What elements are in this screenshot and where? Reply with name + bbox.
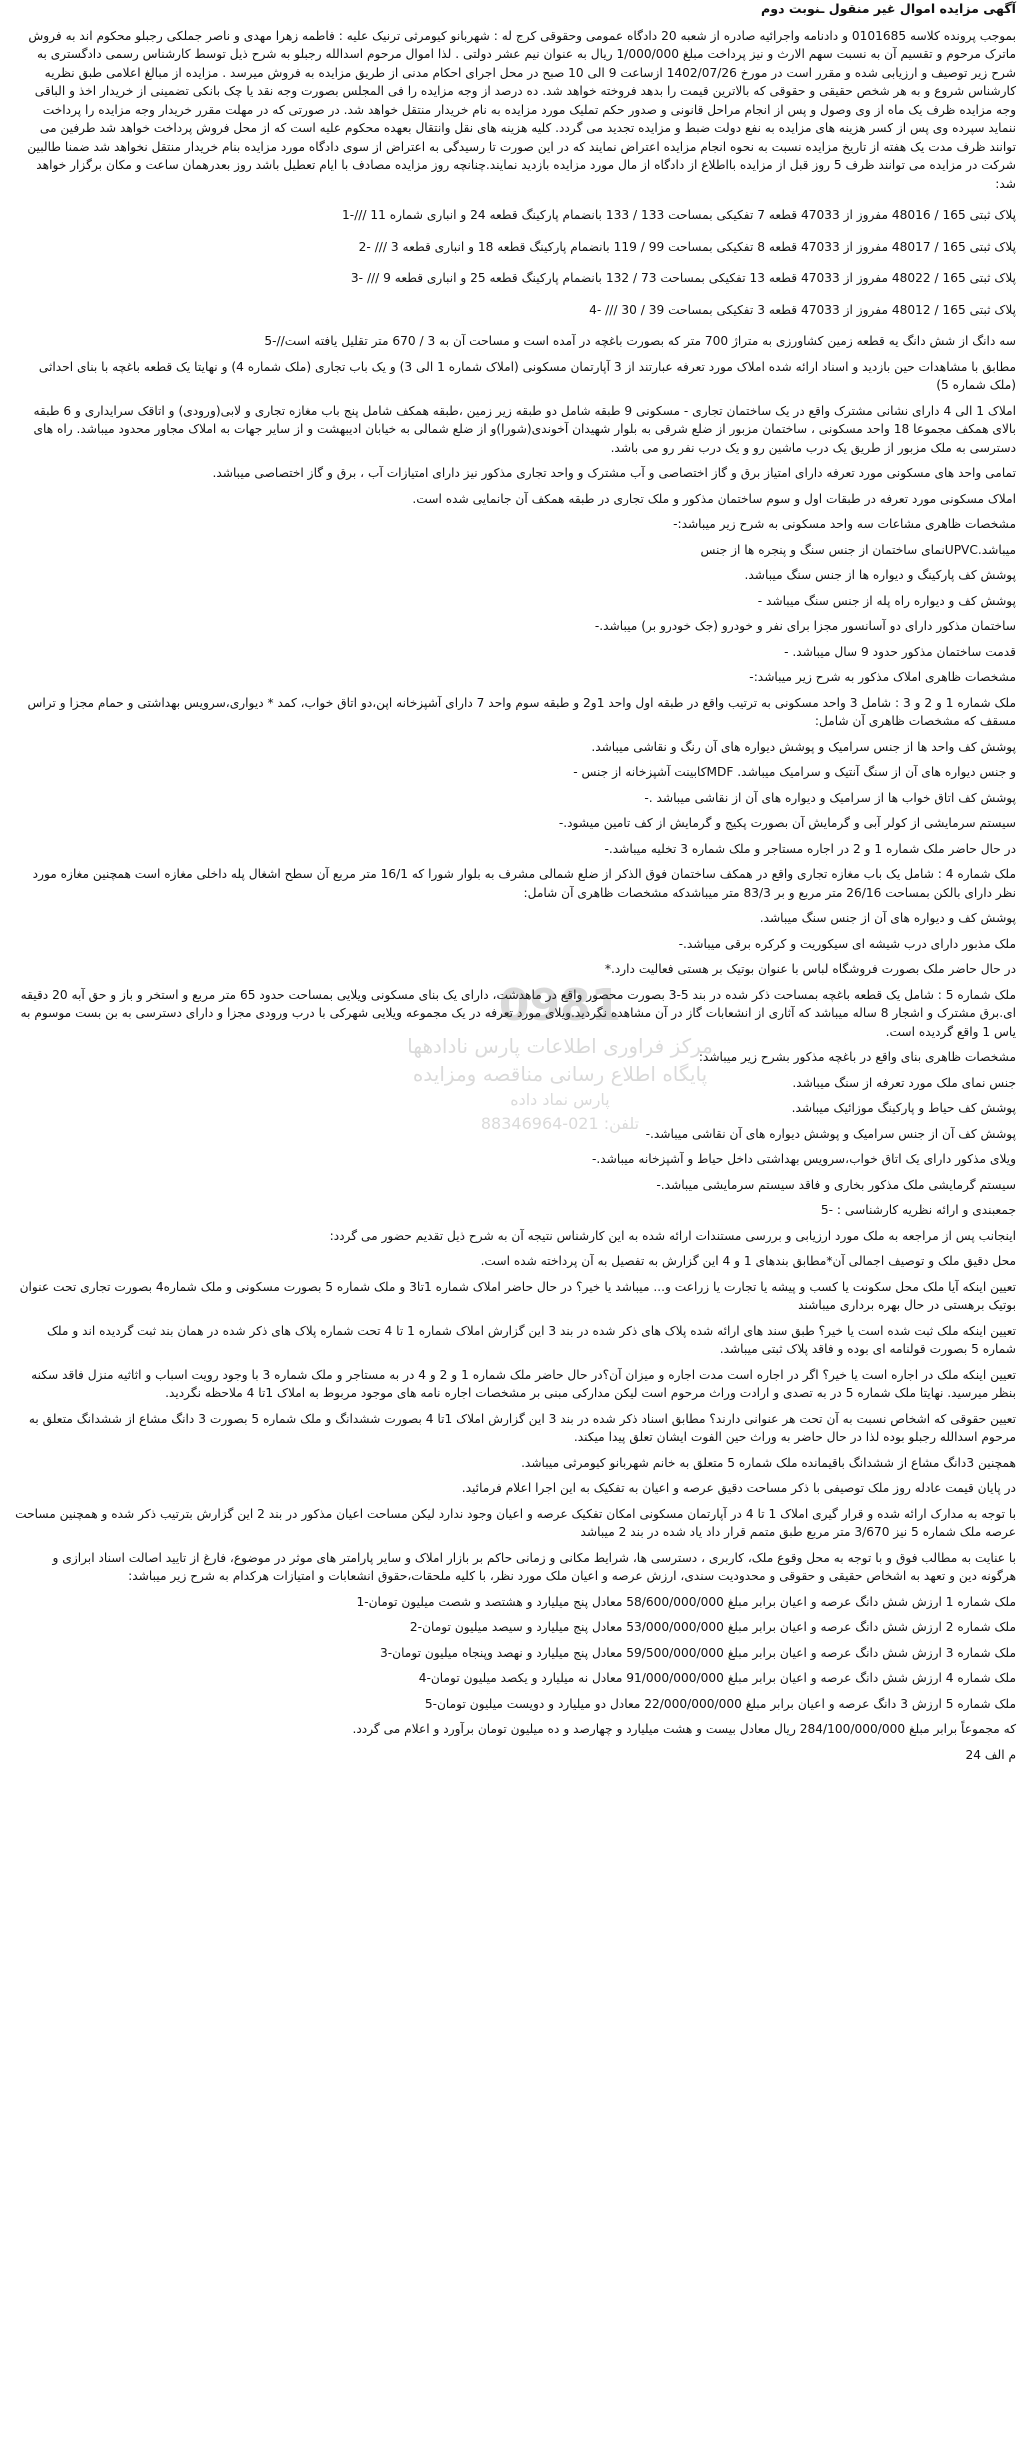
plaque-item: پلاک ثبتی 165 / 48022 مفروز از 47033 قطعه 13 تفکیکی بمساحت 73 / 132 بانضمام پارکینگ قطعه 25 و انباری قطعه 9 /// -3 bbox=[350, 271, 1016, 285]
opinion-intro: اینجانب پس از مراجعه به ملک مورد ارزیابی و بررسی مستندات ارائه شده به این کارشناس نتیجه آن به شرح ذیل تقدیم حضور می گردد: bbox=[329, 1228, 1016, 1243]
opinion-item: تعیین اینکه ملک ثبت شده است یا خیر؟ طبق سند های ارائه شده پلاک های ذکر شده در بند 3 این گزارش املاک شماره 1 تا 4 تحت شماره پلاک های ذکر شده در همان بند ثبت گردیده اند و ملک شماره 5 بصورت قولنامه ای بوده و فاقد پلاک ثبتی میباشد. bbox=[46, 1323, 1016, 1356]
garden-spec-item: سیستم گرمایشی ملک مذکور بخاری و فاقد سیستم سرمایشی میباشد.- bbox=[656, 1177, 1016, 1192]
plaque-item: پلاک ثبتی 165 / 48016 مفروز از 47033 قطعه 7 تفکیکی بمساحت 133 / 133 بانضمام پارکینگ قطعه 24 و انباری شماره 11 ///-1 bbox=[342, 208, 1016, 222]
valuation-item: ملک شماره 3 ارزش شش دانگ عرصه و اعیان برابر مبلغ 59/500/000/000 معادل پنج میلیارد و نهصد وپنجاه میلیون تومان-3 bbox=[379, 1645, 1016, 1660]
plaque-item: پلاک ثبتی 165 / 48012 مفروز از 47033 قطعه 3 تفکیکی بمساحت 39 / 30 /// -4 bbox=[589, 302, 1016, 317]
garden-specs-heading: مشخصات ظاهری بنای واقع در باغچه مذکور بشرح زیر میباشد: bbox=[698, 1050, 1016, 1064]
plaque-item: پلاک ثبتی 165 / 48017 مفروز از 47033 قطعه 8 تفکیکی بمساحت 99 / 119 بانضمام پارکینگ قطعه 18 و انباری قطعه 3 /// -2 bbox=[358, 239, 1016, 254]
utilities-paragraph: تمامی واحد های مسکونی مورد تعرفه دارای امتیاز برق و گاز اختصاصی و آب مشترک و واحد تجاری مذکور نیز دارای امتیازات آب ، برق و گاز اختصاصی میباشد. bbox=[212, 466, 1016, 480]
watermark-number: 0981 bbox=[498, 980, 622, 1031]
opinion-heading: جمعبندی و ارائه نظریه کارشناسی : -5 bbox=[820, 1203, 1016, 1217]
building-spec-item: پوشش کف پارکینگ و دیواره ها از جنس سنگ میباشد. bbox=[744, 568, 1016, 582]
valuation-item: ملک شماره 1 ارزش شش دانگ عرصه و اعیان برابر مبلغ 58/600/000/000 معادل پنج میلیارد و هشتصد و شصت میلیون تومان-1 bbox=[356, 1594, 1016, 1609]
watermark-org: مرکز فراوری اطلاعات پارس نادادهها bbox=[407, 1034, 713, 1058]
building-spec-item: پوشش کف و دیواره راه پله از جنس سنگ میباشد - bbox=[757, 593, 1016, 608]
valuation-item: ملک شماره 2 ارزش شش دانگ عرصه و اعیان برابر مبلغ 53/000/000/000 معادل پنج میلیارد و سیصد میلیون تومان-2 bbox=[409, 1620, 1016, 1634]
opinion-item: تعیین حقوقی که اشخاص نسبت به آن تحت هر عنوانی دارند؟ مطابق اسناد ذکر شده در بند 3 این گزارش املاک 1تا 4 بصورت ششدانگ و ملک شماره 5 بصورت 3 دانگ مشاع از ششدانگ متعلق به مرحوم اسدالله رجبلو بوده لذا در حال حاضر به وراث حین الفوت ایشان تعلق پیدا میکند. bbox=[28, 1411, 1016, 1444]
land-paragraph: سه دانگ از شش دانگ یه قطعه زمین کشاورزی به متراژ 700 متر که بصورت باغچه در آمده است و مساحت آن به 3 / 670 متر تقلیل یافته است//-5 bbox=[264, 334, 1016, 348]
units-specs-heading: مشخصات ظاهری املاک مذکور به شرح زیر میباشد:- bbox=[749, 670, 1016, 684]
total-paragraph: که مجموعاً برابر مبلغ 284/100/000/000 ریال معادل بیست و هشت میلیارد و چهارصد و ده میلیون تومان برآورد و اعلام می گردد. bbox=[352, 1722, 1016, 1736]
floors-paragraph: املاک مسکونی مورد تعرفه در طبقات اول و سوم ساختمان مذکور و ملک تجاری در طبقه همکف آن جانمایی شده است. bbox=[412, 491, 1016, 506]
unit-spec-item: در حال حاضر ملک شماره 1 و 2 در اجاره مستاجر و ملک شماره 3 تخلیه میباشد.- bbox=[604, 841, 1016, 856]
shop-spec-item: پوشش کف و دیواره های آن از جنس سنگ میباشد. bbox=[759, 911, 1016, 925]
opinion-item: تعیین اینکه آیا ملک محل سکونت یا کسب و پیشه یا تجارت یا زراعت و... میباشد یا خیر؟ در حال حاضر املاک شماره 1تا3 و ملک شماره 5 بصورت مسکونی و ملک شماره4 بصورت تجاری تحت عنوان بوتیک برهستی در حال بهره برداری میباشند bbox=[19, 1279, 1016, 1312]
opinion-item: تعیین اینکه ملک در اجاره است یا خیر؟ اگر در اجاره است مدت اجاره و میزان آن؟در حال حاضر ملک شماره 1 و 2 و 4 در به مستاجر و ملک شماره 3 با وجود رویت اسباب و اثاثیه منزل فاقد سکنه بنظر میرسید. نهایتا ملک شماره 5 در به تصدی و ارادت وراث مرحوم است لیکن مدارکی مبنی بر مشخصات اجاره نامه های موجود مربوط به املاک 1تا 4 ملاحظه نگردید. bbox=[31, 1367, 1016, 1400]
building-description: املاک 1 الی 4 دارای نشانی مشترک واقع در یک ساختمان تجاری - مسکونی 9 طبقه شامل دو طبقه زیر زمین ،طبقه همکف شامل پنج باب مغازه تجاری و لابی(ورودی) و اتاقک سرایداری و 6 طبقه بالای همکف مجموعا 18 واحد مسکونی ، ساختمان مزبور از ضلع شرقی به بلوار شهیدان آخوندی(شورا)و از ضلع شمالی به خیابان ادیبهشت و از سایر جهات به املاک مجاور محدود میباشد. راه های دسترسی به ملک مزبور از طریق یک درب ماشین رو و یک درب نفر رو می باشد. bbox=[33, 403, 1016, 455]
intro-paragraph: بموجب پرونده کلاسه 0101685 و دادنامه واجرائیه صادره از شعبه 20 دادگاه عمومی وحقوقی کرج له : شهربانو کیومرثی ترنیک علیه : فاطمه زهرا مهدی و ناصر جملکی رجبلو محکوم اند به فروش ماترک مرحوم و تقسیم آن به نسبت سهم الارث و نیز پرداخت مبلغ 1/000/000 ریال به عنوان نیم عشر دولتی . لذا اموال مرحوم اسدالله رجبلو به شرح ذیل توسط کارشناس رسمی دادگستری به شرح زیر توصیف و ارزیابی شده و مقرر است در مورخ 1402/07/26 ازساعت 9 الی 10 صبح در محل اجرای احکام مدنی از طریق مزایده به فروش میرسد . مزایده از مبالغ اعلامی طبق نظریه کارشناس شروع و به هر شخص حقیقی و حقوقی که بالاترین قیمت را بدهد فروخته خواهد شد. ده درصد از وجه مزایده را فی المجلس بصورت وجه نقد یا چک بانکی تضمینی از خریدار اخذ و الباقی وجه مزایده ظرف یک ماه از وی وصول و پس از انجام مراحل قانونی و صدور حکم تملیک مورد مزایده به نام خریدار منتقل خواهد شد. در صورتی که در مهلت مقرر خریدار وجه مزایده را پرداخت ننماید سپرده وی پس از کسر هزینه های مزایده به نفع دولت ضبط و مزایده تجدید می گردد. کلیه هزینه های نقل وانتقال بعهده محکوم علیه است که از محل فروش پرداخت خواهد شد طرفین می توانند ظرف مدت یک هفته از تاریخ مزایده نسبت به نحوه انجام مزایده اعتراض نمایند که در این صورت تا رسیدگی به اعتراض از سوی دادگاه مورد مزایده بنام خریدار منتقل نخواهد شد ضمنا طالبین شرکت در مزایده می توانند ظرف 5 روز قبل از مزایده بااطلاع از دادگاه از مال مورد مزایده بازدید نمایند.چنانچه روز مزایده مصادف با ایام تعطیل باشد روز بعدرهمان ساعت و مکان برگزار خواهد شد: bbox=[27, 28, 1016, 191]
building-specs-heading: مشخصات ظاهری مشاعات سه واحد مسکونی به شرح زیر میباشد:- bbox=[673, 517, 1016, 531]
building-spec-item: قدمت ساختمان مذکور حدود 9 سال میباشد. - bbox=[784, 644, 1016, 659]
valuation-item: ملک شماره 5 ارزش 3 دانگ عرصه و اعیان برابر مبلغ 22/000/000/000 معادل دو میلیارد و دویست میلیون تومان-5 bbox=[424, 1696, 1016, 1711]
shop-spec-item: در حال حاضر ملک بصورت فروشگاه لباس با عنوان بوتیک بر هستی فعالیت دارد.* bbox=[604, 962, 1016, 976]
watermark-brand: پارس نماد داده bbox=[510, 1090, 610, 1109]
opinion-item: با عنایت به مطالب فوق و با توجه به محل وقوع ملک، کاربری ، دسترسی ها، شرایط مکانی و زمانی حاکم بر بازار املاک و سایر پارامتر های موثر در موضوع، فارغ از تایید اصالت اسناد ابرازی و هرگونه دین و تعهد به اشخاص حقیقی و حقوقی و محدودیت سندی، ارزش عرصه و اعیان ملک مورد نظر، با کلیه ملحقات،حقوق انشعابات و امتیازات هرکدام به شرح زیر میباشد: bbox=[52, 1550, 1016, 1583]
garden-spec-item: پوشش کف آن از جنس سرامیک و پوشش دیواره های آن نقاشی میباشد.- bbox=[645, 1126, 1016, 1141]
opinion-item: همچنین 3دانگ مشاع از ششدانگ باقیمانده ملک شماره 5 متعلق به خانم شهربانو کیومرثی میباشد. bbox=[521, 1455, 1016, 1470]
opinion-item: در پایان قیمت عادله روز ملک توصیفی با ذکر مساحت دقیق عرصه و اعیان به تفکیک به این اجرا اعلام فرمائید. bbox=[461, 1481, 1016, 1495]
unit-spec-item: پوشش کف واحد ها از جنس سرامیک و پوشش دیواره های آن رنگ و نقاشی میباشد. bbox=[591, 739, 1016, 754]
units-paragraph: ملک شماره 1 و 2 و 3 : شامل 3 واحد مسکونی به ترتیب واقع در طبقه اول واحد 1و2 و طبقه سوم واحد 7 دارای آشپزخانه اپن،دو اتاق خواب، کمد * دیواری،سرویس بهداشتی و حمام مجزا و تراس مسقف که مشخصات ظاهری آن شامل: bbox=[27, 695, 1016, 728]
unit-spec-item: سیستم سرمایشی از کولر آبی و گرمایش آن بصورت پکیج و گرمایش از کف تامین میشود.- bbox=[558, 816, 1016, 830]
garden-spec-item: پوشش کف حیاط و پارکینگ موزائیک میباشد. bbox=[791, 1101, 1016, 1115]
unit-spec-item: و جنس دیواره های آن از سنگ آنتیک و سرامیک میباشد. MDFکابینت آشپزخانه از جنس - bbox=[573, 765, 1016, 779]
opinion-item: با توجه به مدارک ارائه شده و قرار گیری املاک 1 تا 4 در آپارتمان مسکونی امکان تفکیک عرصه و اعیان وجود ندارد لیکن مساحت اعیان مذکور در بند 2 این گزارش بترتیب ذکر شده و همچنین مساحت عرصه ملک شماره 5 نیز 3/670 متر مربع طبق متمم قرار داد یاد شده در بند 2 میباشد bbox=[15, 1506, 1016, 1539]
valuation-item: ملک شماره 4 ارزش شش دانگ عرصه و اعیان برابر مبلغ 91/000/000/000 معادل نه میلیارد و یکصد میلیون تومان-4 bbox=[418, 1671, 1016, 1685]
garden-spec-item: ویلای مذکور دارای یک اتاق خواب،سرویس بهداشتی داخل حیاط و آشپزخانه میباشد.- bbox=[591, 1152, 1016, 1166]
notice-title: آگهی مزایده اموال غیر منقول ـنوبت دوم bbox=[761, 1, 1016, 16]
unit-spec-item: پوشش کف اتاق خواب ها از سرامیک و دیواره های آن از نقاشی میباشد .- bbox=[644, 790, 1016, 805]
signature-code: م الف 24 bbox=[965, 1747, 1016, 1762]
opinion-item: محل دقیق ملک و توصیف اجمالی آن*مطابق بندهای 1 و 4 این گزارش به تفصیل به آن پرداخته شده است. bbox=[480, 1254, 1016, 1268]
garden-paragraph: ملک شماره 5 : شامل یک قطعه باغچه بمساحت ذکر شده در بند 5-3 بصورت محصور واقع در ماهدشت، دارای یک بنای مسکونی ویلایی بمساحت حدود 65 متر مربع و استخر و باز و حق آبه 20 دقیقه ای.برق مشترک و اشجار 8 ساله میباشد که آثاری از انشعابات گاز در آن مشاهده نگردید.ویلای مورد تعرفه در یک مجموعه ویلایی شهرکی با درب ورودی مجزا و دارای دسترسی به بن بست موسوم به یاس 1 واقع گردیده است. bbox=[20, 987, 1016, 1039]
building-spec-item: ساختمان مذکور دارای دو آسانسور مجزا برای نفر و خودرو (جک خودرو بر) میباشد.- bbox=[594, 619, 1016, 633]
building-spec-item: میباشد.UPVCنمای ساختمان از جنس سنگ و پنجره ها از جنس bbox=[700, 542, 1016, 557]
garden-spec-item: جنس نمای ملک مورد تعرفه از سنگ میباشد. bbox=[792, 1075, 1016, 1090]
shop-paragraph: ملک شماره 4 : شامل یک باب مغازه تجاری واقع در همکف ساختمان فوق الذکر از ضلع شمالی مشرف به بلوار شورا که 16/1 متر مربع آن سطح اشغال پله داخلی مغازه است همچنین مغازه مورد نظر دارای بالکن بمساحت 26/16 متر مربع و بر 83/3 متر میباشدکه مشخصات ظاهری آن شامل: bbox=[32, 867, 1016, 900]
shop-spec-item: ملک مذبور دارای درب شیشه ای سیکوریت و کرکره برقی میباشد.- bbox=[678, 936, 1016, 951]
watermark-phone: تلفن: 021-88346964 bbox=[480, 1114, 640, 1133]
watermark-portal: پایگاه اطلاع رسانی مناقصه ومزایده bbox=[412, 1062, 708, 1086]
survey-paragraph: مطابق با مشاهدات حین بازدید و اسناد ارائه شده املاک مورد تعرفه عبارتند از 3 آپارتمان مسکونی (املاک شماره 1 الی 3) و یک باب تجاری (ملک شماره 4) و نهایتا یک قطعه باغچه با بنای احداثی (ملک شماره 5) bbox=[38, 359, 1016, 392]
